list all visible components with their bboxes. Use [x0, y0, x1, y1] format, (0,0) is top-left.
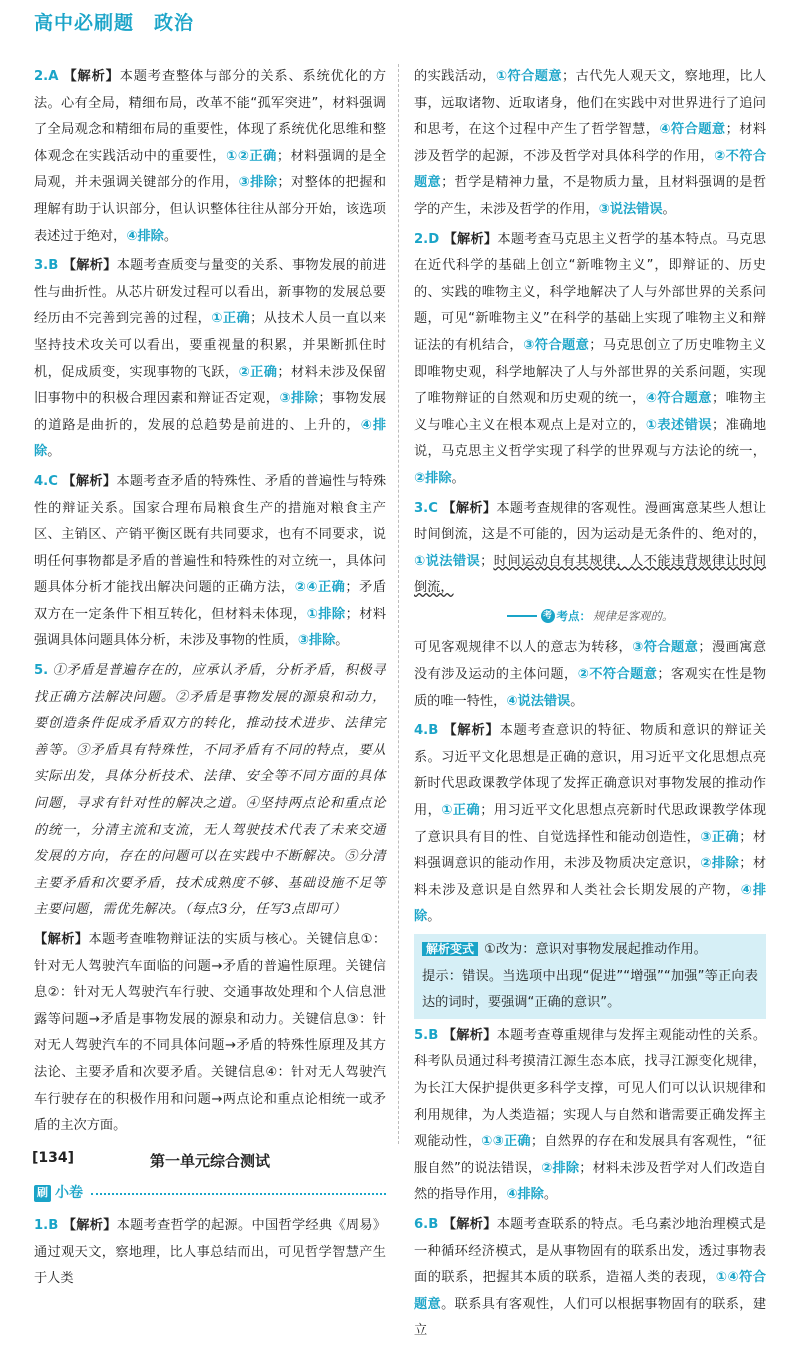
analysis-left-5: 【解析】本题考查唯物辩证法的实质与核心。关键信息①：针对无人驾驶汽车面临的问题→矛盾的普遍性原理。关键信息②：针对无人驾驶汽车行驶、交通事故处理和个人信息泄露等问题→矛盾是事物发展的源泉和动力。关键信息③：针对无人驾驶汽车的不同具体问题→矛盾的特殊性原理及其方法论、主要矛盾和次要矛盾。关键信息④：针对无人驾驶汽车行驶存在的积极作用和问题→两点论和重点论相统一或矛盾的主次方面。	[34, 932, 387, 1134]
answer-right-1-cont: 的实践活动，①符合题意；古代先人观天文，察地理，比人事，远取诸物、近取诸身，他们在实践中对世界进行了追问和思考，在这个过程中产生了哲学智慧，④符合题意；材料涉及哲学的起源，不涉及哲学对具体科学的作用，②不符合题意；哲学是精神力量，不是物质力量，且材料强调的是哲学的产生，未涉及哲学的作用，③说法错误。	[414, 69, 767, 217]
page-number: [134]	[32, 1150, 75, 1166]
right-column	[414, 64, 766, 1348]
answer-right-6: 6.B 【解析】本题考查联系的特点。毛乌素沙地治理模式是一种循环经济模式，是从事物固有的联系出发，透过事物表面的联系，把握其本质的联系，造福人类的表现，①④符合题意。联系具有客观性，人们可以根据事物固有的联系，建立	[414, 1216, 767, 1339]
small-quiz-bar	[34, 1180, 386, 1207]
arrow-icon	[507, 615, 537, 617]
answer-left-4: 4.C 【解析】本题考查矛盾的特殊性、矛盾的普遍性与特殊性的辩证关系。国家合理布局粮食生产的措施对粮食主产区、主销区、产销平衡区既有共同要求，也有不同要求，说明任何事物都是矛盾的普遍性和特殊性的对立统一，具体问题具体分析才能找出解决问题的正确方法，②④正确；矛盾双方在一定条件下相互转化，但材料未体现，①排除；材料强调具体问题具体分析，未涉及事物的性质，③排除。	[34, 473, 387, 649]
answer-right-2: 2.D 【解析】本题考查马克思主义哲学的基本特点。马克思在近代科学的基础上创立“新唯物主义”，即辩证的、历史的、实践的唯物主义，科学地解决了人与外部世界的关系问题，可见“新唯物主义”在科学的基础上实现了唯物主义和辩证法的有机结合，③符合题意；马克思创立了历史唯物主义即唯物史观，科学地解决了人与外部世界的关系问题，实现了唯物辩证的自然观和历史观的统一，④符合题意；唯物主义与唯心主义在根本观点上是对立的，①表述错误；准确地说，马克思主义哲学实现了科学的世界观与方法论的统一，②排除。	[414, 231, 767, 486]
handwritten-answer: ①矛盾是普遍存在的，应承认矛盾，分析矛盾，积极寻找正确方法解决问题。②矛盾是事物发展的源泉和动力，要创造条件促成矛盾双方的转化，推动技术进步、法律完善等。③矛盾具有特殊性，不同矛盾有不同的特点，要从实际出发，具体分析技术、法律、安全等不同方面的具体问题，寻求有针对性的解决之道。④坚持两点论和重点论的统一，分清主流和支流，无人驾驶技术代表了未来交通发展的方向，存在的问题可以在实践中不断解决。⑤分清主要矛盾和次要矛盾，技术成熟度不够、基础设施不足等主要问题，需优先解决。（每点3分，任写3点即可）	[34, 663, 386, 918]
answer-left-2: 2.A 【解析】本题考查整体与部分的关系、系统优化的方法。心有全局，精细布局，改革不能“孤军突进”，材料强调了全局观念和精细布局的重要性，体现了系统优化思维和整体观念在实践活动中的重要性，①②正确；材料强调的是全局观，并未强调关键部分的作用，③排除；对整体的把握和理解有助于认识部分，但认识整体往往从部分开始，该选项表述过于绝对，④排除。	[34, 69, 387, 244]
answer-left-1: 1.B 【解析】本题考查哲学的起源。中国哲学经典《周易》通过观天文，察地理，比人事总结而出，可见哲学智慧产生于人类	[34, 1217, 387, 1287]
section-title: 第一单元综合测试	[149, 1151, 270, 1170]
page-header: 高中必刷题 政治	[34, 12, 195, 34]
answer-right-3-cont: 可见客观规律不以人的意志为转移，③符合题意；漫画寓意没有涉及运动的主体问题，②不符合题意；客观实在性是物质的唯一特性，④说法错误。	[414, 640, 767, 709]
brush-icon: 刷	[34, 1185, 51, 1202]
dotted-divider	[91, 1193, 386, 1195]
variant-tag: 解析变式	[422, 942, 478, 956]
exam-point-note: 考 考点： 规律是客观的。	[414, 603, 766, 630]
left-column	[34, 64, 386, 1296]
answer-right-3: 3.C 【解析】本题考查规律的客观性。漫画寓意某些人想让时间倒流，这是不可能的，因为运动是无条件的、绝对的，①说法错误；时间运动自有其规律，人不能违背规律让时间倒流，	[414, 500, 767, 596]
wavy-underlined-text: 时间运动自有其规律，人不能违背规律让时间倒流，	[414, 553, 767, 596]
answer-left-3: 3.B 【解析】本题考查质变与量变的关系、事物发展的前进性与曲折性。从芯片研发过程可以看出，新事物的发展总要经历由不完善到完善的过程，①正确；从技术人员一直以来坚持技术攻关可以看出，要重视量的积累，并果断抓住时机，促成质变，实现事物的飞跃，②正确；材料未涉及保留旧事物中的积极合理因素和辩证否定观，③排除；事物发展的道路是曲折的，发展的总趋势是前进的、上升的，④排除。	[34, 258, 387, 460]
small-quiz-label: 小卷	[55, 1185, 83, 1202]
answer-left-5: 5. ①矛盾是普遍存在的，应承认矛盾，分析矛盾，积极寻找正确方法解决问题。②矛盾是事物发展的源泉和动力，要创造条件促成矛盾双方的转化，推动技术进步、法律完善等。③矛盾具有特殊性，不同矛盾有不同的特点，要从实际出发，具体分析技术、法律、安全等不同方面的具体问题，寻求有针对性的解决之道。④坚持两点论和重点论的统一，分清主流和支流，无人驾驶技术代表了未来交通发展的方向，存在的问题可以在实践中不断解决。⑤分清主要矛盾和次要矛盾，技术成熟度不够、基础设施不足等主要问题，需优先解决。（每点3分，任写3点即可）	[34, 663, 386, 918]
column-divider	[398, 64, 399, 1144]
variant-tip: 提示：错误。当选项中出现“促进”“增强”“加强”等正向表达的词时，要强调“正确的意识”。	[422, 968, 758, 1011]
answer-right-5: 5.B 【解析】本题考查尊重规律与发挥主观能动性的关系。科考队员通过科考摸清江源生态本底，找寻江源变化规律，为长江大保护提供更多科学支撑，可见人们可以认识规律和利用规律，为人类造福；实现人与自然和谐需要正确发挥主观能动性，①③正确；自然界的存在和发展具有客观性，“征服自然”的说法错误，②排除；材料未涉及哲学对人们改造自然的指导作用，④排除。	[414, 1027, 767, 1203]
answer-right-4: 4.B 【解析】本题考查意识的特征、物质和意识的辩证关系。习近平文化思想是正确的意识，用习近平文化思想点亮新时代思政课教学体现了发挥正确意识对事物发展的推动作用，①正确；用习近平文化思想点亮新时代思政课教学体现了意识具有目的性、自觉选择性和能动创造性，③正确；材料强调意识的能动作用，未涉及物质决定意识，②排除；材料未涉及意识是自然界和人类社会长期发展的产物，④排除。	[414, 723, 767, 925]
exam-point-icon: 考	[541, 609, 555, 623]
analysis-variant-box: 解析变式 ①改为：意识对事物发展起推动作用。 提示：错误。当选项中出现“促进”“增强”“加强”等正向表达的词时，要强调“正确的意识”。	[414, 934, 766, 1019]
